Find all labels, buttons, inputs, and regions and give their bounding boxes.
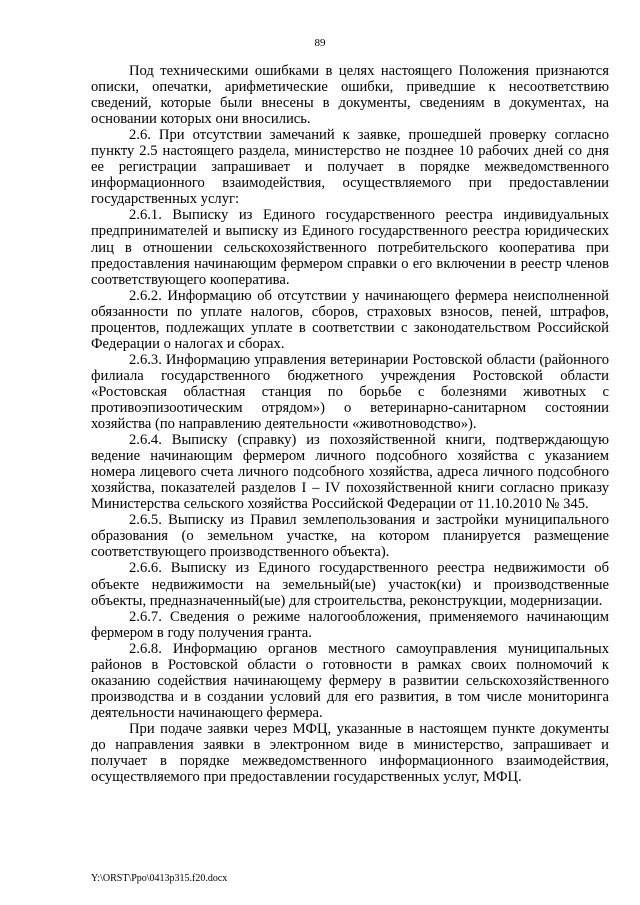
paragraph-2-6-3: 2.6.3. Информацию управления ветеринарии Ростовской области (районного филиала государственного бюджетного учреждения Ростовской области «Ростовская областная станция по борьбе с болезнями животных с противоэпизоотическим отрядом») о ветеринарно-санитарном состоянии хозяйства (по направлению деятельности «животноводство»). [91,351,609,433]
paragraph-2-6-7: 2.6.7. Сведения о режиме налогообложения, применяемого начинающим фермером в году получения гранта. [91,608,609,641]
paragraph-2-6-5: 2.6.5. Выписку из Правил землепользования и застройки муниципального образования (о земельном участке, на котором планируется размещение соответствующего производственного объекта). [91,512,609,561]
paragraph-2-6-6: 2.6.6. Выписку из Единого государственного реестра недвижимости об объекте недвижимости на земельный(ые) участок(ки) и производственные объекты, предназначенный(ые) для строительства, реконструкции, модернизации. [91,560,609,609]
paragraph-2-6: 2.6. При отсутствии замечаний к заявке, прошедшей проверку согласно пункту 2.5 настоящего раздела, министерство не позднее 10 рабочих дней со дня ее регистрации запрашивает и получает в порядке межведомственного информационного взаимодействия, осуществляемого при предоставлении государственных услуг: [91,127,609,208]
page-number: 89 [314,37,326,49]
paragraph-2-6-8: 2.6.8. Информацию органов местного самоуправления муниципальных районов в Ростовской области о готовности в рамках своих полномочий к оказанию содействия начинающему фермеру в развитии сельскохозяйственного производства и в создании условий для его развития, в том числе мониторинга деятельности начинающего фермера. [91,640,609,721]
paragraph-mfc: При подаче заявки через МФЦ, указанные в настоящем пункте документы до направления заявки в электронном виде в министерство, запрашивает и получает в порядке межведомственного информационного взаимодействия, осуществляемого при предоставлении государственных услуг, МФЦ. [91,720,609,786]
document-body [91,63,609,785]
paragraph-2-6-1: 2.6.1. Выписку из Единого государственного реестра индивидуальных предпринимателей и выписку из Единого государственного реестра юридических лиц в отношении сельскохозяйственного потребительского кооператива при предоставления начинающим фермером справки о его включении в реестр членов соответствующего кооператива. [91,207,609,288]
footer-file-path: Y:\ORST\Ppo\0413p315.f20.docx [91,873,228,884]
paragraph-technical-errors: Под техническими ошибками в целях настоящего Положения признаются описки, опечатки, арифметические ошибки, приведшие к несоответствию сведений, которые были внесены в документы, сведениям в документах, на основании которых они вносились. [91,63,609,128]
paragraph-2-6-4: 2.6.4. Выписку (справку) из похозяйственной книги, подтверждающую ведение начинающим фермером личного подсобного хозяйства с указанием номера лицевого счета личного подсобного хозяйства, адреса личного подсобного хозяйства, показателей разделов I – IV похозяйственной книги согласно приказу Министерства сельского хозяйства Российской Федерации от 11.10.2010 № 345. [91,432,609,513]
paragraph-2-6-2: 2.6.2. Информацию об отсутствии у начинающего фермера неисполненной обязанности по уплате налогов, сборов, страховых взносов, пеней, штрафов, процентов, подлежащих уплате в соответствии с законодательством Российской Федерации о налогах и сборах. [91,287,609,352]
